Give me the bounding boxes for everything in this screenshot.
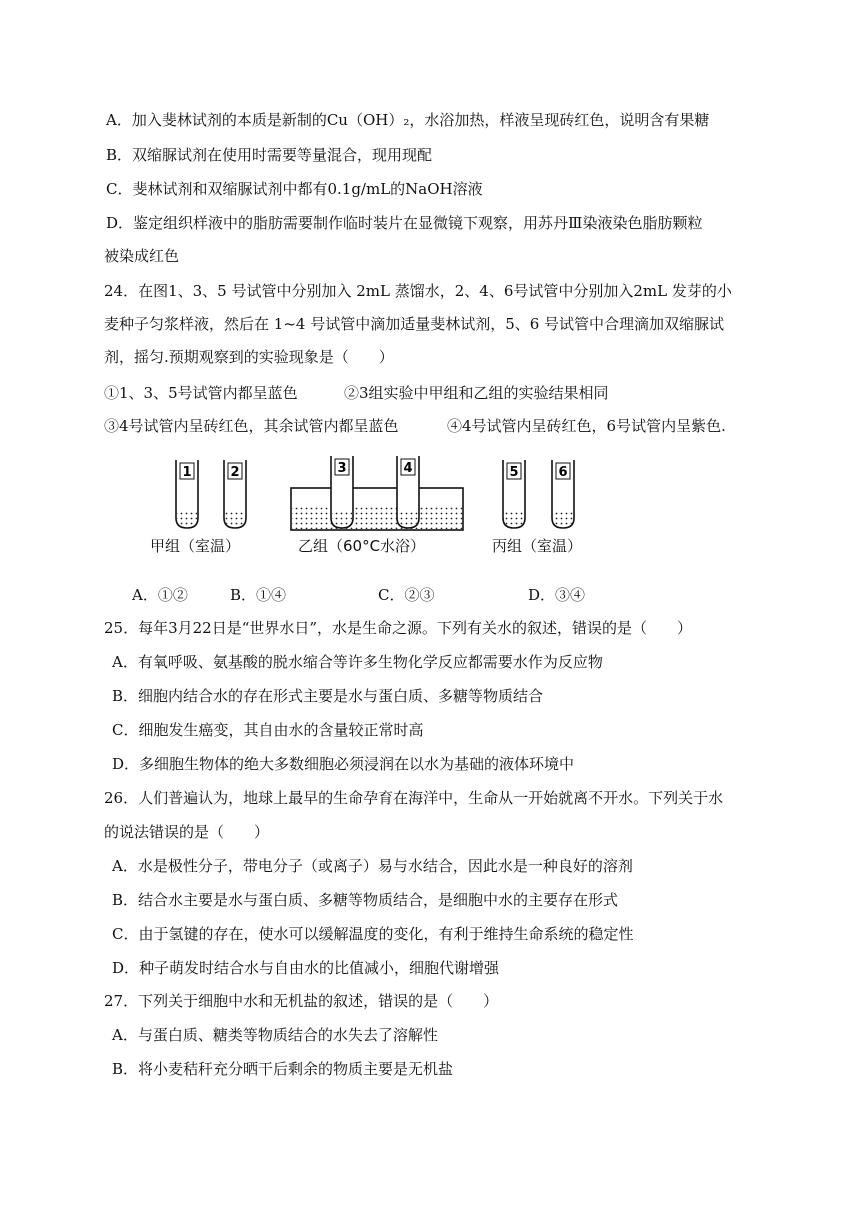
tube-4 — [397, 456, 419, 528]
q26-option-d: D．种子萌发时结合水与自由水的比值减小，细胞代谢增强 — [112, 959, 500, 977]
water-bath — [291, 488, 463, 530]
q24-stem-line2: 麦种子匀浆样液，然后在 1~4 号试管中滴加适量斐林试剂，5、6 号试管中合理滴加双缩脲试 — [104, 315, 725, 333]
q27-stem: 27．下列关于细胞中水和无机盐的叙述，错误的是（ ） — [104, 992, 499, 1010]
q23-option-b: B．双缩脲试剂在使用时需要等量混合，现用现配 — [106, 146, 433, 164]
q24-choice-d: D．③④ — [528, 586, 586, 604]
tube-label-3: 3 — [337, 461, 347, 476]
q24-statement-1: ①1、3、5号试管内都呈蓝色 — [104, 384, 298, 402]
q26-option-b: B．结合水主要是水与蛋白质、多糖等物质结合，是细胞中水的主要存在形式 — [112, 891, 619, 909]
q24-statement-4: ④4号试管内呈砖红色，6号试管内呈紫色. — [447, 417, 726, 435]
q25-stem: 25．每年3月22日是“世界水日”，水是生命之源。下列有关水的叙述，错误的是（ ） — [104, 619, 693, 637]
q27-option-b: B．将小麦秸秆充分晒干后剩余的物质主要是无机盐 — [112, 1060, 454, 1078]
q23-option-c: C．斐林试剂和双缩脲试剂中都有0.1g/mL的NaOH溶液 — [106, 180, 483, 198]
q24-choice-c: C．②③ — [378, 586, 435, 604]
q25-option-d: D．多细胞生物体的绝大多数细胞必须浸润在以水为基础的液体环境中 — [112, 755, 575, 773]
test-tube-figure — [140, 452, 640, 564]
q23-option-a: A．加入斐林试剂的本质是新制的Cu（OH）₂，水浴加热，样液呈现砖红色，说明含有果糖 — [106, 111, 710, 129]
q26-option-c: C．由于氢键的存在，使水可以缓解温度的变化，有利于维持生命系统的稳定性 — [112, 925, 634, 943]
q24-stem-line1: 24．在图1、3、5 号试管中分别加入 2mL 蒸馏水，2、4、6号试管中分别加入2mL 发芽的小 — [104, 282, 732, 300]
q25-option-c: C．细胞发生癌变，其自由水的含量较正常时高 — [112, 721, 424, 739]
tube-5 — [503, 460, 525, 528]
q27-option-a: A．与蛋白质、糖类等物质结合的水失去了溶解性 — [112, 1026, 438, 1044]
q25-option-b: B．细胞内结合水的存在形式主要是水与蛋白质、多糖等物质结合 — [112, 687, 544, 705]
group-label-jia: 甲组（室温） — [150, 537, 241, 555]
tube-2 — [224, 460, 246, 528]
tube-label-2: 2 — [230, 465, 240, 480]
q24-statement-2: ②3组实验中甲组和乙组的实验结果相同 — [344, 384, 609, 402]
q26-stem-line2: 的说法错误的是（ ） — [104, 823, 270, 841]
tube-1 — [176, 460, 198, 528]
tube-6 — [552, 460, 574, 528]
q24-stem-line3: 剂，摇匀.预期观察到的实验现象是（ ） — [104, 348, 394, 366]
tube-label-4: 4 — [403, 461, 413, 476]
q24-choice-b: B．①④ — [230, 586, 287, 604]
group-label-yi: 乙组（60°C水浴） — [298, 537, 426, 555]
tube-label-5: 5 — [509, 465, 519, 480]
tube-label-6: 6 — [558, 465, 568, 480]
q23-option-d: D．鉴定组织样液中的脂肪需要制作临时装片在显微镜下观察，用苏丹Ⅲ染液染色脂肪颗粒 — [106, 214, 703, 232]
q23-option-d-continued: 被染成红色 — [104, 247, 180, 265]
q24-choice-a: A．①② — [132, 586, 188, 604]
q26-option-a: A．水是极性分子，带电分子（或离子）易与水结合，因此水是一种良好的溶剂 — [112, 857, 633, 875]
q25-option-a: A．有氧呼吸、氨基酸的脱水缩合等许多生物化学反应都需要水作为反应物 — [112, 653, 603, 671]
group-label-bing: 丙组（室温） — [492, 537, 583, 555]
q24-statement-3: ③4号试管内呈砖红色，其余试管内都呈蓝色 — [104, 417, 399, 435]
tube-label-1: 1 — [182, 465, 192, 480]
q26-stem-line1: 26．人们普遍认为，地球上最早的生命孕育在海洋中，生命从一开始就离不开水。下列关于水 — [104, 789, 724, 807]
q24-choices — [132, 585, 752, 605]
tube-3 — [331, 456, 353, 528]
